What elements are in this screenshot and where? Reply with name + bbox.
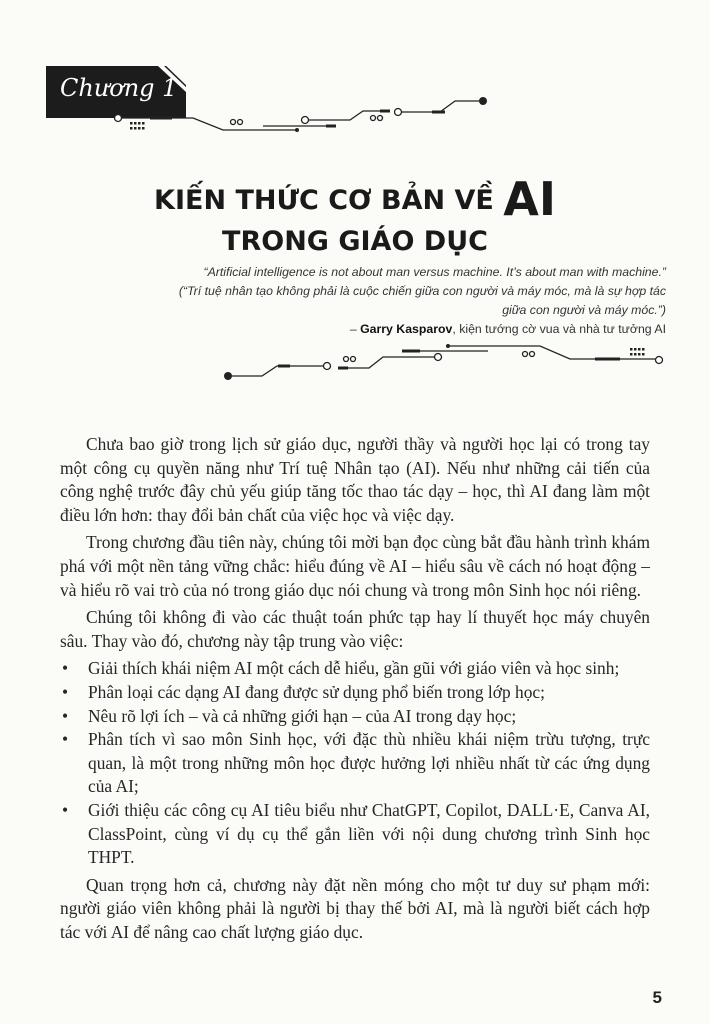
circuit-decoration-bottom xyxy=(0,0,710,400)
list-item: • Giới thiệu các công cụ AI tiêu biểu như ChatGPT, Copilot, DALL·E, Canva AI, ClassPoint, cùng ví dụ cụ thể gắn liền với nội dung chương trình Sinh học THPT. xyxy=(88,799,650,870)
quote-author-desc: , kiện tướng cờ vua và nhà tư tưởng AI xyxy=(452,322,666,336)
chapter-title-line-2: TRONG GIÁO DỤC xyxy=(222,226,488,257)
quote-author: Garry Kasparov xyxy=(360,322,453,336)
paragraph-3: Chúng tôi không đi vào các thuật toán phức tạp hay lí thuyết học máy chuyên sâu. Thay vào đó, chương này tập trung vào việc: xyxy=(60,607,650,651)
title-prefix: KIẾN THỨC CƠ BẢN VỀ xyxy=(154,185,504,216)
quote-vietnamese-2: giữa con người và máy móc.”) xyxy=(502,303,666,317)
chapter-body-text xyxy=(60,433,650,948)
quote-english: “Artificial intelligence is not about man versus machine. It’s about man with machine.” xyxy=(203,265,666,279)
paragraph-4: Quan trọng hơn cả, chương này đặt nền móng cho một tư duy sư phạm mới: người giáo viên không phải là người bị thay thế bởi AI, mà là người biết cách hợp tác với AI để nâng cao chất lượng giáo dục. xyxy=(60,874,650,942)
list-item: • Nêu rõ lợi ích – và cả những giới hạn – của AI trong dạy học; xyxy=(88,705,650,729)
chapter-label: Chương 1 xyxy=(60,74,178,102)
list-item: • Giải thích khái niệm AI một cách dễ hiểu, gần gũi với giáo viên và học sinh; xyxy=(88,657,650,681)
list-item: • Phân loại các dạng AI đang được sử dụng phổ biến trong lớp học; xyxy=(88,681,650,705)
quote-vietnamese-1: (“Trí tuệ nhân tạo không phải là cuộc chiến giữa con người và máy móc, mà là sự hợp tác xyxy=(178,284,666,298)
paragraph-2: Trong chương đầu tiên này, chúng tôi mời bạn đọc cùng bắt đầu hành trình khám phá với một nền tảng vững chắc: hiểu đúng về AI – hiểu sâu về cách nó hoạt động – và hiểu rõ vai trò của nó trong giáo dục nói chung và trong môn Sinh học nói riêng. xyxy=(60,532,650,600)
title-ai: AI xyxy=(503,172,556,226)
page-number: 5 xyxy=(652,988,662,1007)
list-item: • Phân tích vì sao môn Sinh học, với đặc thù nhiều khái niệm trừu tượng, trực quan, là một trong những môn học được hưởng lợi nhiều nhất từ các ứng dụng của AI; xyxy=(88,728,650,799)
bullet-list xyxy=(60,657,650,869)
quote-dash: – xyxy=(349,322,361,336)
paragraph-1: Chưa bao giờ trong lịch sử giáo dục, người thầy và người học lại có trong tay một công cụ quyền năng như Trí tuệ Nhân tạo (AI). Nếu như những cải tiến của công nghệ trước đây chủ yếu giúp tăng tốc thao tác dạy – học, thì AI đang làm một điều lớn hơn: thay đổi bản chất của việc học và việc dạy. xyxy=(60,434,650,525)
